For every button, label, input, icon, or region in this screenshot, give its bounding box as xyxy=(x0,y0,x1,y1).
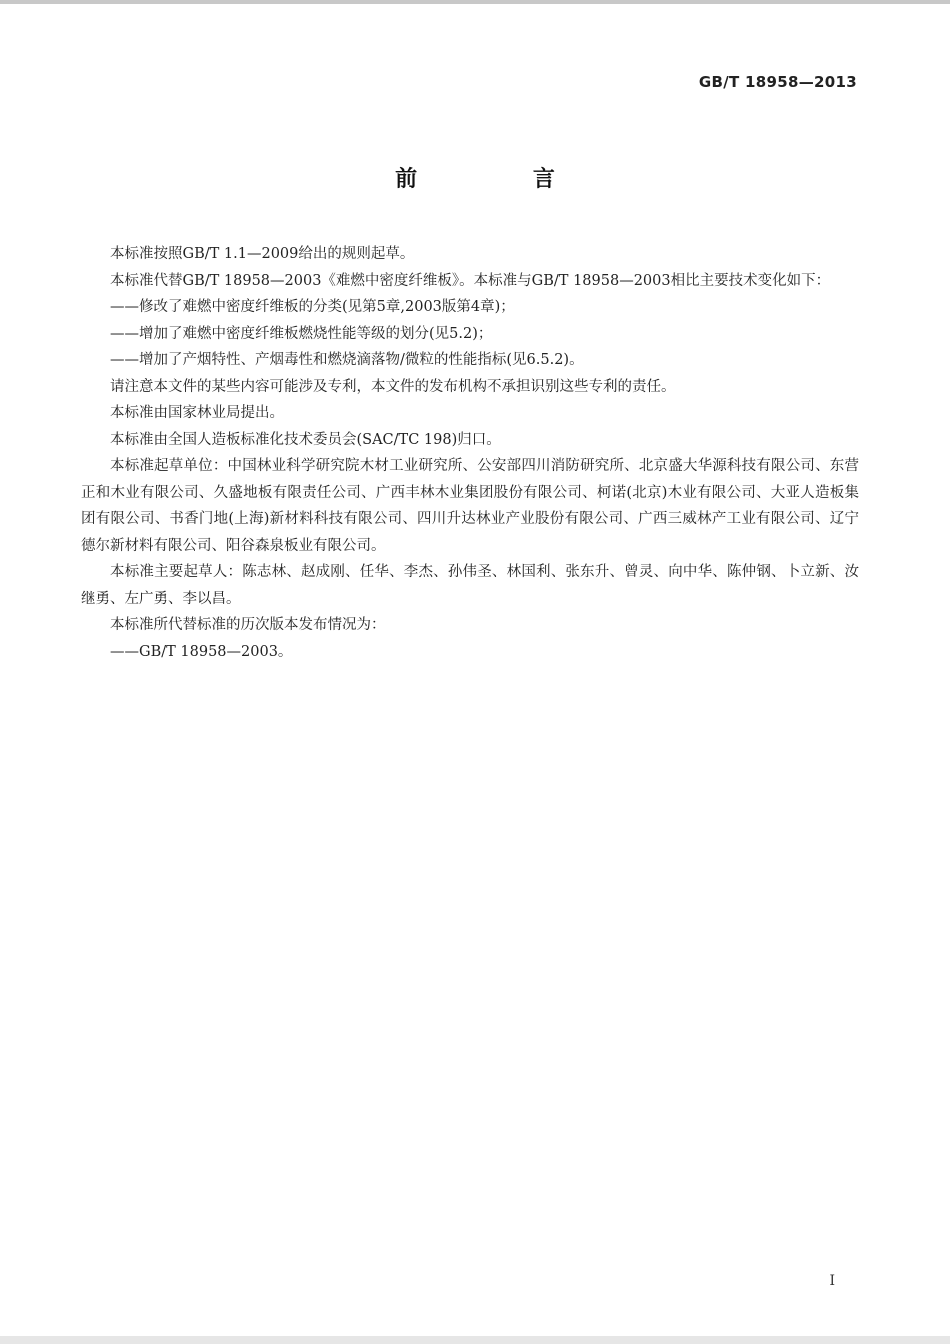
paragraph-drafting-units: 本标准起草单位：中国林业科学研究院木材工业研究所、公安部四川消防研究所、北京盛大华源科技有限公司、东营正和木业有限公司、久盛地板有限责任公司、广西丰林木业集团股份有限公司、柯诺(北京)木业有限公司、大亚人造板集团有限公司、书香门地(上海)新材料科技有限公司、四川升达林业产业股份有限公司、广西三威林产工业有限公司、辽宁德尔新材料有限公司、阳谷森泉板业有限公司。 xyxy=(81,458,859,554)
paragraph-committee: 本标准由全国人造板标准化技术委员会(SAC/TC 198)归口。 xyxy=(110,431,501,448)
bottom-rule xyxy=(0,1336,950,1344)
paragraph-drafters: 本标准主要起草人：陈志林、赵成刚、任华、李杰、孙伟圣、林国利、张东升、曾灵、向中华、陈仲钢、卜立新、汝继勇、左广勇、李以昌。 xyxy=(81,564,859,607)
top-rule xyxy=(0,0,950,4)
list-item-history-version: ——GB/T 18958—2003。 xyxy=(110,643,293,660)
page-title: 前 言 xyxy=(395,167,609,192)
paragraph-drafting-rules: 本标准按照GB/T 1.1—2009给出的规则起草。 xyxy=(110,246,415,262)
paragraph-replaces: 本标准代替GB/T 18958—2003《难燃中密度纤维板》。本标准与GB/T 18958—2003相比主要技术变化如下： xyxy=(110,272,831,289)
list-item-change-indicators: ——增加了产烟特性、产烟毒性和燃烧滴落物/微粒的性能指标(见6.5.2)。 xyxy=(110,352,584,368)
standard-code: GB/T 18958—2013 xyxy=(698,73,857,91)
paragraph-patent-notice: 请注意本文件的某些内容可能涉及专利，本文件的发布机构不承担识别这些专利的责任。 xyxy=(110,378,676,395)
list-item-change-classification: ——修改了难燃中密度纤维板的分类(见第5章,2003版第4章)； xyxy=(110,299,515,315)
foreword-body xyxy=(81,241,859,665)
paragraph-proposer: 本标准由国家林业局提出。 xyxy=(110,405,284,421)
list-item-change-grading: ——增加了难燃中密度纤维板燃烧性能等级的划分(见5.2)； xyxy=(110,325,493,342)
paragraph-history-intro: 本标准所代替标准的历次版本发布情况为： xyxy=(110,617,386,633)
page-number: I xyxy=(829,1273,835,1289)
